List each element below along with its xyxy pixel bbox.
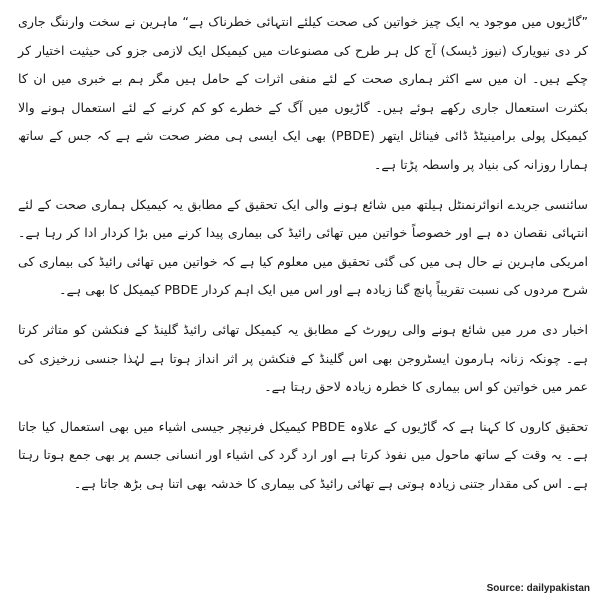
paragraph-3: اخبار دی مرر میں شائع ہونے والی رپورٹ کے مطابق یہ کیمیکل تھائی رائیڈ گلینڈ کے فنکشن کو متاثر کرتا ہے۔ چونکہ زنانہ ہارمون ایسٹروجن بھی اس گلینڈ کے فنکشن پر اثر انداز ہوتا ہے لہٰذا جنسی زرخیزی کی عمر میں خواتین کو اس بیماری کا خطرہ زیادہ لاحق رہتا ہے۔: [18, 321, 588, 395]
source-credit: Source: dailypakistan: [486, 583, 590, 594]
paragraph-2: سائنسی جریدے انوائرنمنٹل ہیلتھ میں شائع ہونے والی ایک تحقیق کے مطابق یہ کیمیکل ہماری صحت کے لئے انتہائی نقصان دہ ہے اور خصوصاً خواتین میں تھائی رائیڈ کی بیماری پیدا کرنے میں بڑا کردار ادا کر رہا ہے۔ امریکی ماہرین نے حال ہی میں کی گئی تحقیق میں معلوم کیا ہے کہ خواتین میں تھائی رائیڈ کی بیماری کی شرح مردوں کی نسبت تقریباً پانچ گنا زیادہ ہے اور اس میں ایک اہم کردار PBDE کیمیکل کا بھی ہے۔: [18, 196, 588, 298]
paragraph-1: ”گاڑیوں میں موجود یہ ایک چیز خواتین کی صحت کیلئے انتہائی خطرناک ہے“ ماہرین نے سخت وارننگ جاری کر دی نیویارک (نیوز ڈیسک) آج کل ہر طرح کی مصنوعات میں کیمیکل ایک لازمی جزو کی حیثیت اختیار کر چکے ہیں۔ ان میں سے اکثر ہماری صحت کے لئے منفی اثرات کے حامل ہیں مگر ہم بے خبری میں ان کا بکثرت استعمال جاری رکھے ہوئے ہیں۔ گاڑیوں میں آگ کے خطرے کو کم کرنے کے لئے استعمال ہونے والا کیمیکل پولی برامینیٹڈ ڈائی فینائل ایتھر (PBDE) بھی ایک ایسی ہی مضر صحت شے ہے کہ جس کے ساتھ ہمارا روزانہ کی بنیاد پر واسطہ پڑتا ہے۔: [18, 14, 588, 172]
article-body: [18, 8, 588, 510]
paragraph-4: تحقیق کاروں کا کہنا ہے کہ گاڑیوں کے علاوہ PBDE کیمیکل فرنیچر جیسی اشیاء میں بھی استعمال کیا جاتا ہے۔ یہ وقت کے ساتھ ماحول میں نفوذ کرتا ہے اور ارد گرد کی اشیاء اور انسانی جسم پر بھی جمع ہوتا رہتا ہے۔ اس کی مقدار جتنی زیادہ ہوتی ہے تھائی رائیڈ کی بیماری کا خدشہ بھی اتنا ہی بڑھ جاتا ہے۔: [18, 418, 588, 491]
